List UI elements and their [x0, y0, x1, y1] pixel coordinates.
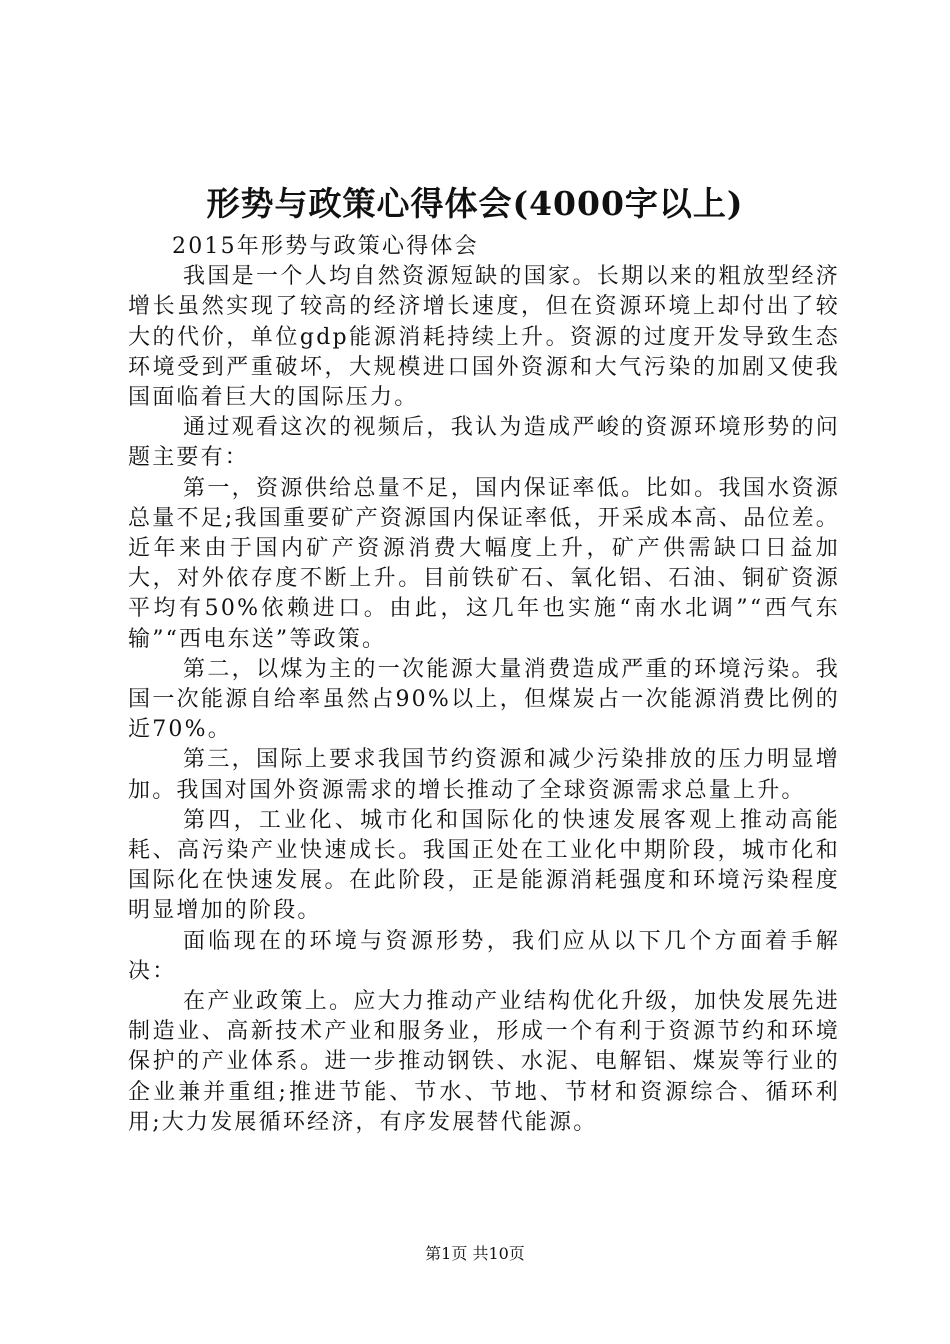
paragraph-8: 在产业政策上。应大力推动产业结构优化升级，加快发展先进制造业、高新技术产业和服务业，形成一个有利于资源节约和环境保护的产业体系。进一步推动钢铁、水泥、电解铝、煤炭等行业的企业兼并重组;推进节能、节水、节地、节材和资源综合、循环利用;大力发展循环经济，有序发展替代能源。 — [128, 989, 840, 1135]
document-subtitle: 2015年形势与政策心得体会 — [172, 234, 479, 259]
paragraph-4: 第二，以煤为主的一次能源大量消费造成严重的环境污染。我国一次能源自给率虽然占90%以上，但煤炭占一次能源消费比例的近70%。 — [128, 656, 840, 743]
paragraph-3: 第一，资源供给总量不足，国内保证率低。比如。我国水资源总量不足;我国重要矿产资源国内保证率低，开采成本高、品位差。近年来由于国内矿产资源消费大幅度上升，矿产供需缺口日益加大，对外依存度不断上升。目前铁矿石、氧化铝、石油、铜矿资源平均有50%依赖进口。由此，这几年也实施“南水北调”“西气东输”“西电东送”等政策。 — [128, 475, 840, 652]
paragraph-2: 通过观看这次的视频后，我认为造成严峻的资源环境形势的问题主要有： — [128, 415, 840, 471]
document-body — [128, 232, 840, 1138]
document-title: 形势与政策心得体会(4000字以上) — [206, 184, 744, 223]
page-footer: 第1页 共10页 — [425, 1244, 525, 1263]
paragraph-1: 我国是一个人均自然资源短缺的国家。长期以来的粗放型经济增长虽然实现了较高的经济增长速度，但在资源环境上却付出了较大的代价，单位gdp能源消耗持续上升。资源的过度开发导致生态环境受到严重破坏，大规模进口国外资源和大气污染的加剧又使我国面临着巨大的国际压力。 — [128, 264, 840, 411]
paragraph-7: 面临现在的环境与资源形势，我们应从以下几个方面着手解决： — [128, 928, 840, 984]
paragraph-5: 第三，国际上要求我国节约资源和减少污染排放的压力明显增加。我国对国外资源需求的增长推动了全球资源需求总量上升。 — [128, 747, 840, 803]
paragraph-6: 第四，工业化、城市化和国际化的快速发展客观上推动高能耗、高污染产业快速成长。我国正处在工业化中期阶段，城市化和国际化在快速发展。在此阶段，正是能源消耗强度和环境污染程度明显增加的阶段。 — [128, 807, 840, 924]
